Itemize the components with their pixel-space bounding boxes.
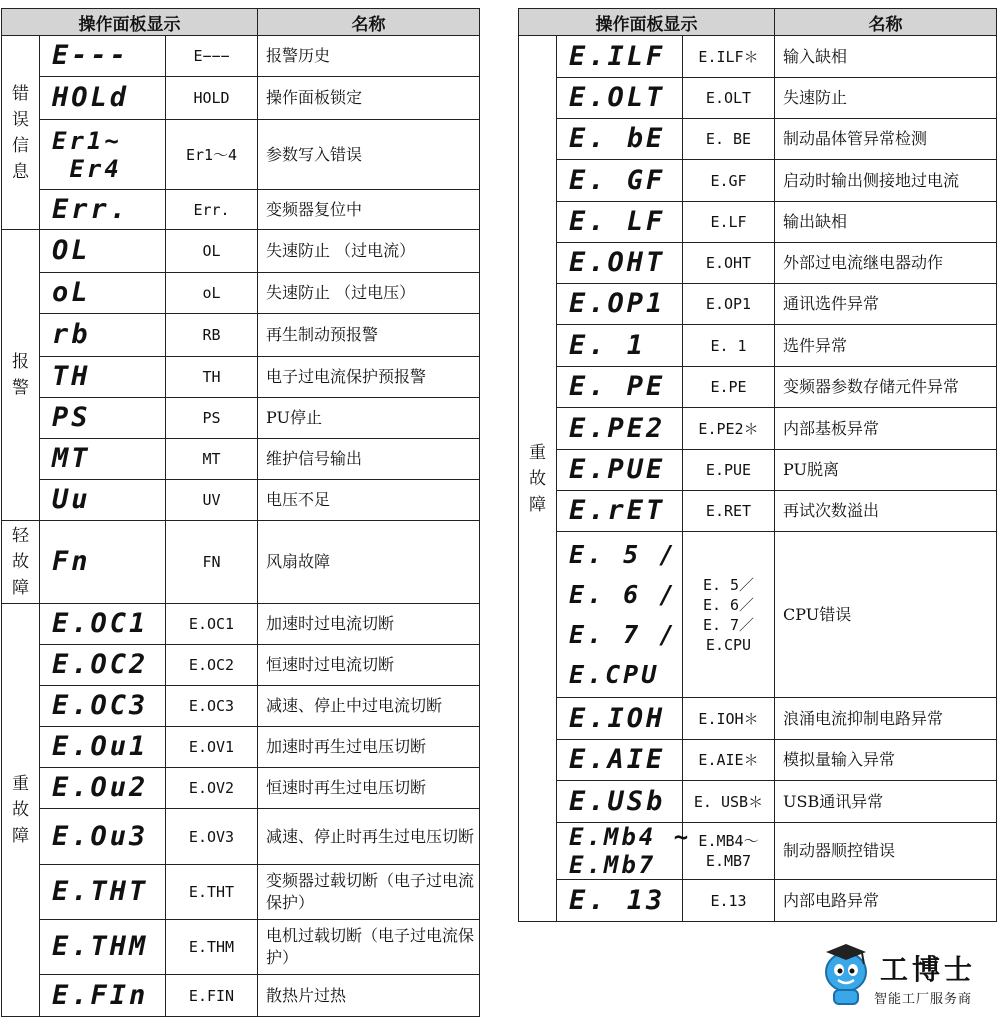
segment-line: E. 6 / [569,579,678,609]
code-line: E. 5／ [702,575,755,594]
segment-display: E.PUE [557,450,683,491]
segment-display [557,532,683,698]
segment-display: E.PE2 [557,408,683,450]
code-text: E.13 [683,880,775,922]
segment-display: E.Ou3 [40,809,166,865]
fault-name: 散热片过热 [258,975,480,1017]
fault-name: 失速防止 （过电流） [258,230,480,273]
segment-display: TH [40,357,166,398]
category-char: 信 [12,135,29,156]
fault-name: 参数写入错误 [258,120,480,190]
code-text: MT [166,439,258,480]
segment-display: HOLd [40,77,166,120]
category-char: 障 [529,494,546,515]
code-text: E.OC3 [166,686,258,727]
segment-display: E. bE [557,119,683,160]
table-row [2,975,480,1017]
category-char: 重 [529,442,546,463]
fault-name: PU脱离 [775,450,997,491]
code-text: TH [166,357,258,398]
category-char: 错 [12,83,29,104]
table-row [2,865,480,920]
table-row [519,408,997,450]
fault-name: 制动器顺控错误 [775,823,997,880]
table-row [519,36,997,78]
table-row [519,781,997,823]
code-text: E.AIE＊ [683,740,775,781]
segment-display: E. 1 [557,325,683,367]
table-row [519,532,997,698]
fault-name: 加速时过电流切断 [258,604,480,645]
category-cell [519,36,557,922]
category-cell [2,521,40,604]
segment-display: E.FIn [40,975,166,1017]
segment-display: Err. [40,190,166,230]
code-text: E. 1 [683,325,775,367]
segment-line: Er4 [52,154,122,183]
table-row [2,190,480,230]
fault-name: 操作面板锁定 [258,77,480,120]
category-char: 重 [12,774,29,794]
table-row [2,686,480,727]
table-row [2,768,480,809]
header-name: 名称 [775,9,997,36]
code-text: E.FIN [166,975,258,1017]
table-row [2,645,480,686]
segment-display: PS [40,398,166,439]
category-char: 故 [12,800,29,820]
segment-display: Fn [40,521,166,604]
segment-display: oL [40,273,166,314]
code-line: E. 6／ [702,595,755,614]
segment-display: E.Ou2 [40,768,166,809]
code-text: RB [166,314,258,357]
code-text: E.OP1 [683,284,775,325]
table-row [519,78,997,119]
segment-display: E.OHT [557,243,683,284]
table-row [519,880,997,922]
category-char: 故 [529,468,546,489]
segment-display: E. LF [557,202,683,243]
table-row [519,450,997,491]
segment-display: OL [40,230,166,273]
code-text: E.OC1 [166,604,258,645]
code-text: E. USB＊ [683,781,775,823]
segment-display: E.Ou1 [40,727,166,768]
fault-name: 维护信号输出 [258,439,480,480]
category-char: 警 [12,378,29,398]
segment-line: E.CPU [569,659,660,689]
table-row [519,202,997,243]
table-row [2,77,480,120]
segment-display: E.THM [40,920,166,975]
code-text: E.PE [683,367,775,408]
segment-display: E.IOH [557,698,683,740]
table-row [519,823,997,880]
table-row [519,119,997,160]
table-header [519,9,997,36]
code-text: E.IOH＊ [683,698,775,740]
table-row [2,809,480,865]
segment-line: E. 7 / [569,619,678,649]
table-row [519,160,997,202]
category-char: 轻 [12,526,29,546]
code-text: E.GF [683,160,775,202]
fault-name: 电机过载切断（电子过电流保护） [258,920,480,975]
fault-name: 再试次数溢出 [775,491,997,532]
code-line: E. 7／ [702,615,755,634]
fault-name: 减速、停止中过电流切断 [258,686,480,727]
fault-name: 变频器参数存储元件异常 [775,367,997,408]
category-cell [2,604,40,1017]
segment-display: E. PE [557,367,683,408]
segment-display: rb [40,314,166,357]
table-row [2,480,480,521]
category-char: 报 [12,352,29,372]
segment-display [557,823,692,880]
segment-display: E.USb [557,781,683,823]
segment-display: E.ILF [557,36,683,78]
code-text: E.OV1 [166,727,258,768]
code-text: E.OV2 [166,768,258,809]
code-text: PS [166,398,258,439]
fault-name: 减速、停止时再生过电压切断 [258,809,480,865]
segment-display: E. GF [557,160,683,202]
code-text: E.ILF＊ [683,36,775,78]
table-row [2,439,480,480]
fault-name: 内部基板异常 [775,408,997,450]
left-table [1,8,480,1017]
segment-display: E.rET [557,491,683,532]
code-text: E.OC2 [166,645,258,686]
code-text [683,823,775,880]
segment-line: E.Mb7 [569,851,657,879]
fault-name: 恒速时再生过电压切断 [258,768,480,809]
segment-display: E.OC3 [40,686,166,727]
table-row [2,357,480,398]
code-text: oL [166,273,258,314]
segment-display: E.THT [40,865,166,920]
segment-line: E.Mb4 ~ [569,823,692,851]
fault-name: 浪涌电流抑制电路异常 [775,698,997,740]
code-text: E.LF [683,202,775,243]
header-name: 名称 [258,9,480,36]
fault-name: CPU错误 [775,532,997,698]
fault-name: 变频器过载切断（电子过电流保护） [258,865,480,920]
fault-name: 报警历史 [258,36,480,77]
segment-display: E.OC2 [40,645,166,686]
segment-display: MT [40,439,166,480]
table-row [2,398,480,439]
fault-name: 电子过电流保护预报警 [258,357,480,398]
table-row [2,521,480,604]
fault-name: 恒速时过电流切断 [258,645,480,686]
fault-name: 内部电路异常 [775,880,997,922]
fault-name: 外部过电流继电器动作 [775,243,997,284]
table-row [2,920,480,975]
segment-display: E.OC1 [40,604,166,645]
fault-name: 制动晶体管异常检测 [775,119,997,160]
table-row [2,230,480,273]
fault-name: 启动时输出侧接地过电流 [775,160,997,202]
table-row [519,284,997,325]
fault-name: 选件异常 [775,325,997,367]
code-text: E.THM [166,920,258,975]
fault-name: 电压不足 [258,480,480,521]
fault-name: USB通讯异常 [775,781,997,823]
code-text: HOLD [166,77,258,120]
segment-line: Er1~ [52,126,122,155]
category-cell [2,36,40,230]
code-text: E.RET [683,491,775,532]
category-char: 息 [12,161,29,182]
segment-display: E.OP1 [557,284,683,325]
segment-display: E.AIE [557,740,683,781]
code-text: E.OLT [683,78,775,119]
table-row [2,604,480,645]
header-display: 操作面板显示 [519,9,775,36]
fault-name: 风扇故障 [258,521,480,604]
code-text: E. BE [683,119,775,160]
fault-name: 再生制动预报警 [258,314,480,357]
code-text: E−−− [166,36,258,77]
table-row [2,314,480,357]
code-text: OL [166,230,258,273]
table-row [2,36,480,77]
code-text: UV [166,480,258,521]
category-char: 障 [12,578,29,598]
code-text [683,532,775,698]
code-text: E.THT [166,865,258,920]
table-row [2,273,480,314]
fault-name: 模拟量输入异常 [775,740,997,781]
table-header [2,9,480,36]
fault-name: 失速防止 （过电压） [258,273,480,314]
mascot-logo-icon [818,942,874,1008]
table-row [519,491,997,532]
code-text: FN [166,521,258,604]
segment-display: Uu [40,480,166,521]
category-char: 故 [12,552,29,572]
category-char: 障 [12,826,29,846]
fault-name: 输出缺相 [775,202,997,243]
table-row [519,698,997,740]
code-text: E.PE2＊ [683,408,775,450]
code-line: E.MB4～ [698,832,759,850]
right-table [518,8,997,922]
table-row [519,740,997,781]
category-char: 误 [12,109,29,130]
header-display: 操作面板显示 [2,9,258,36]
table-row [519,325,997,367]
fault-name: 通讯选件异常 [775,284,997,325]
code-text: E.OV3 [166,809,258,865]
fault-name: 变频器复位中 [258,190,480,230]
table-row [2,120,480,190]
fault-name: PU停止 [258,398,480,439]
code-text: E.PUE [683,450,775,491]
fault-name: 加速时再生过电压切断 [258,727,480,768]
segment-display [40,120,166,190]
fault-name: 输入缺相 [775,36,997,78]
table-row [519,243,997,284]
logo-title: 工博士 [880,953,977,986]
code-text: Er1～4 [166,120,258,190]
segment-line: E. 5 / [569,539,678,569]
table-row [519,367,997,408]
code-text: Err. [166,190,258,230]
segment-display: E--- [40,36,166,77]
segment-display: E.OLT [557,78,683,119]
code-line: E.CPU [705,635,752,654]
code-line: E.MB7 [705,852,752,870]
logo-subtitle: 智能工厂服务商 [874,992,973,1007]
category-cell [2,230,40,521]
table-row [2,727,480,768]
segment-display: E. 13 [557,880,683,922]
fault-name: 失速防止 [775,78,997,119]
code-text: E.OHT [683,243,775,284]
